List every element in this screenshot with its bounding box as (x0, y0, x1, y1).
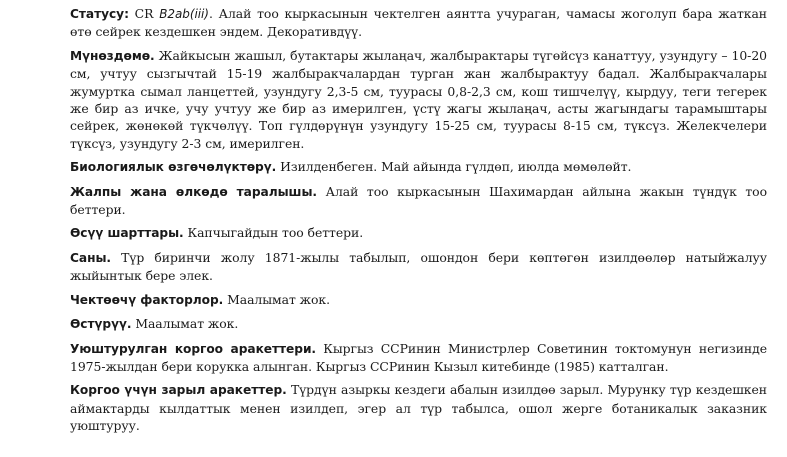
section-text: Капчыгайдын тоо беттери. (183, 225, 364, 241)
section-cultivation (70, 315, 767, 333)
section-description (70, 47, 767, 152)
section-text: Түр биринчи жолу 1871-жылы табылып, ошондон бери көптөгөн изилдөөлөр натыйжалуу жыйынтык бере элек. (70, 249, 767, 284)
section-heading: Статусу (70, 7, 125, 21)
section-heading: Өсүү шарттары. (70, 226, 184, 241)
section-text: . Алай тоо кыркасынын чектелген аянтта учураган, чамасы жоголуп бара жаткан өтө сейрек кездешкен эндем. Декоративдүү. (70, 6, 767, 40)
section-heading: Биологиялык өзгөчөлүктөрү. (70, 160, 277, 175)
section-heading: Өстүрүү. (70, 317, 132, 332)
section-heading: Чектөөчү факторлор. (70, 292, 224, 307)
section-heading: Уюштурулган коргоо аракеттери. (70, 341, 317, 356)
section-protection-measures (70, 340, 767, 376)
status-prefix: CR (128, 6, 160, 21)
section-text: Изилденбеген. Май айында гүлдөп, июлда мөмөлөйт. (276, 159, 632, 175)
section-text: Түрдүн азыркы кездеги абалын изилдөө зарыл. Мурунку түр кездешкен аймактарды кылдаттык менен изилдеп, эгер ал түр табылса, ошол жерге ботаникалык заказник уюштуруу. (70, 382, 767, 434)
section-text: Алай тоо кыркасынын Шахимардан айлына жакын түндүк тоо беттери. (70, 183, 767, 218)
section-text: Маалымат жок. (223, 291, 330, 307)
section-status (70, 5, 767, 41)
section-heading: Саны. (70, 250, 111, 265)
section-heading: Мүнөздөмө. (70, 48, 155, 63)
section-biology (70, 158, 767, 176)
section-distribution (70, 183, 767, 219)
section-heading: Жалпы жана өлкөдө таралышы. (70, 184, 317, 199)
iucn-criteria-code: B2ab(iii) (159, 7, 209, 21)
section-habitat (70, 224, 767, 242)
section-text: Жайкысын жашыл, бутактары жылаңач, жалбырактары түгөйсүз канаттуу, узундугу – 10-20 см, учтуу сызгычтай 15-19 жалбыракчалардан турган жан жалбырактуу бадал. Жалбыракчалары жумуртка сымал ланцеттей, узундугу 2,3-5 см, туурасы 0,8-2,3 см, кош тишчелүү, кырдуу, теги тегерек же бир аз ичке, учу учтуу же бир аз имерилген, үстү жагы жылаңач, асты жагындагы тарамыштары сейрек, жөнөкөй түкчөлүү. Топ гүлдөрүнүн узундугу 15-25 см, туурасы 8-15 см, түксүз. Желекчелери түксүз, узундугу 2-3 см, имерилген. (70, 47, 767, 151)
section-limiting-factors (70, 291, 767, 309)
section-heading: Коргоо үчүн зарыл аракеттер. (70, 383, 287, 398)
section-population (70, 249, 767, 285)
section-text: Кыргыз ССРинин Министрлер Советинин токтомунун негизинде 1975-жылдан бери корукка алынган. Кыргыз ССРинин Кызыл китебинде (1985) катталган. (70, 340, 767, 374)
section-needed-measures (70, 381, 767, 434)
heading-separator: : (124, 7, 129, 21)
section-text: Маалымат жок. (131, 316, 239, 332)
